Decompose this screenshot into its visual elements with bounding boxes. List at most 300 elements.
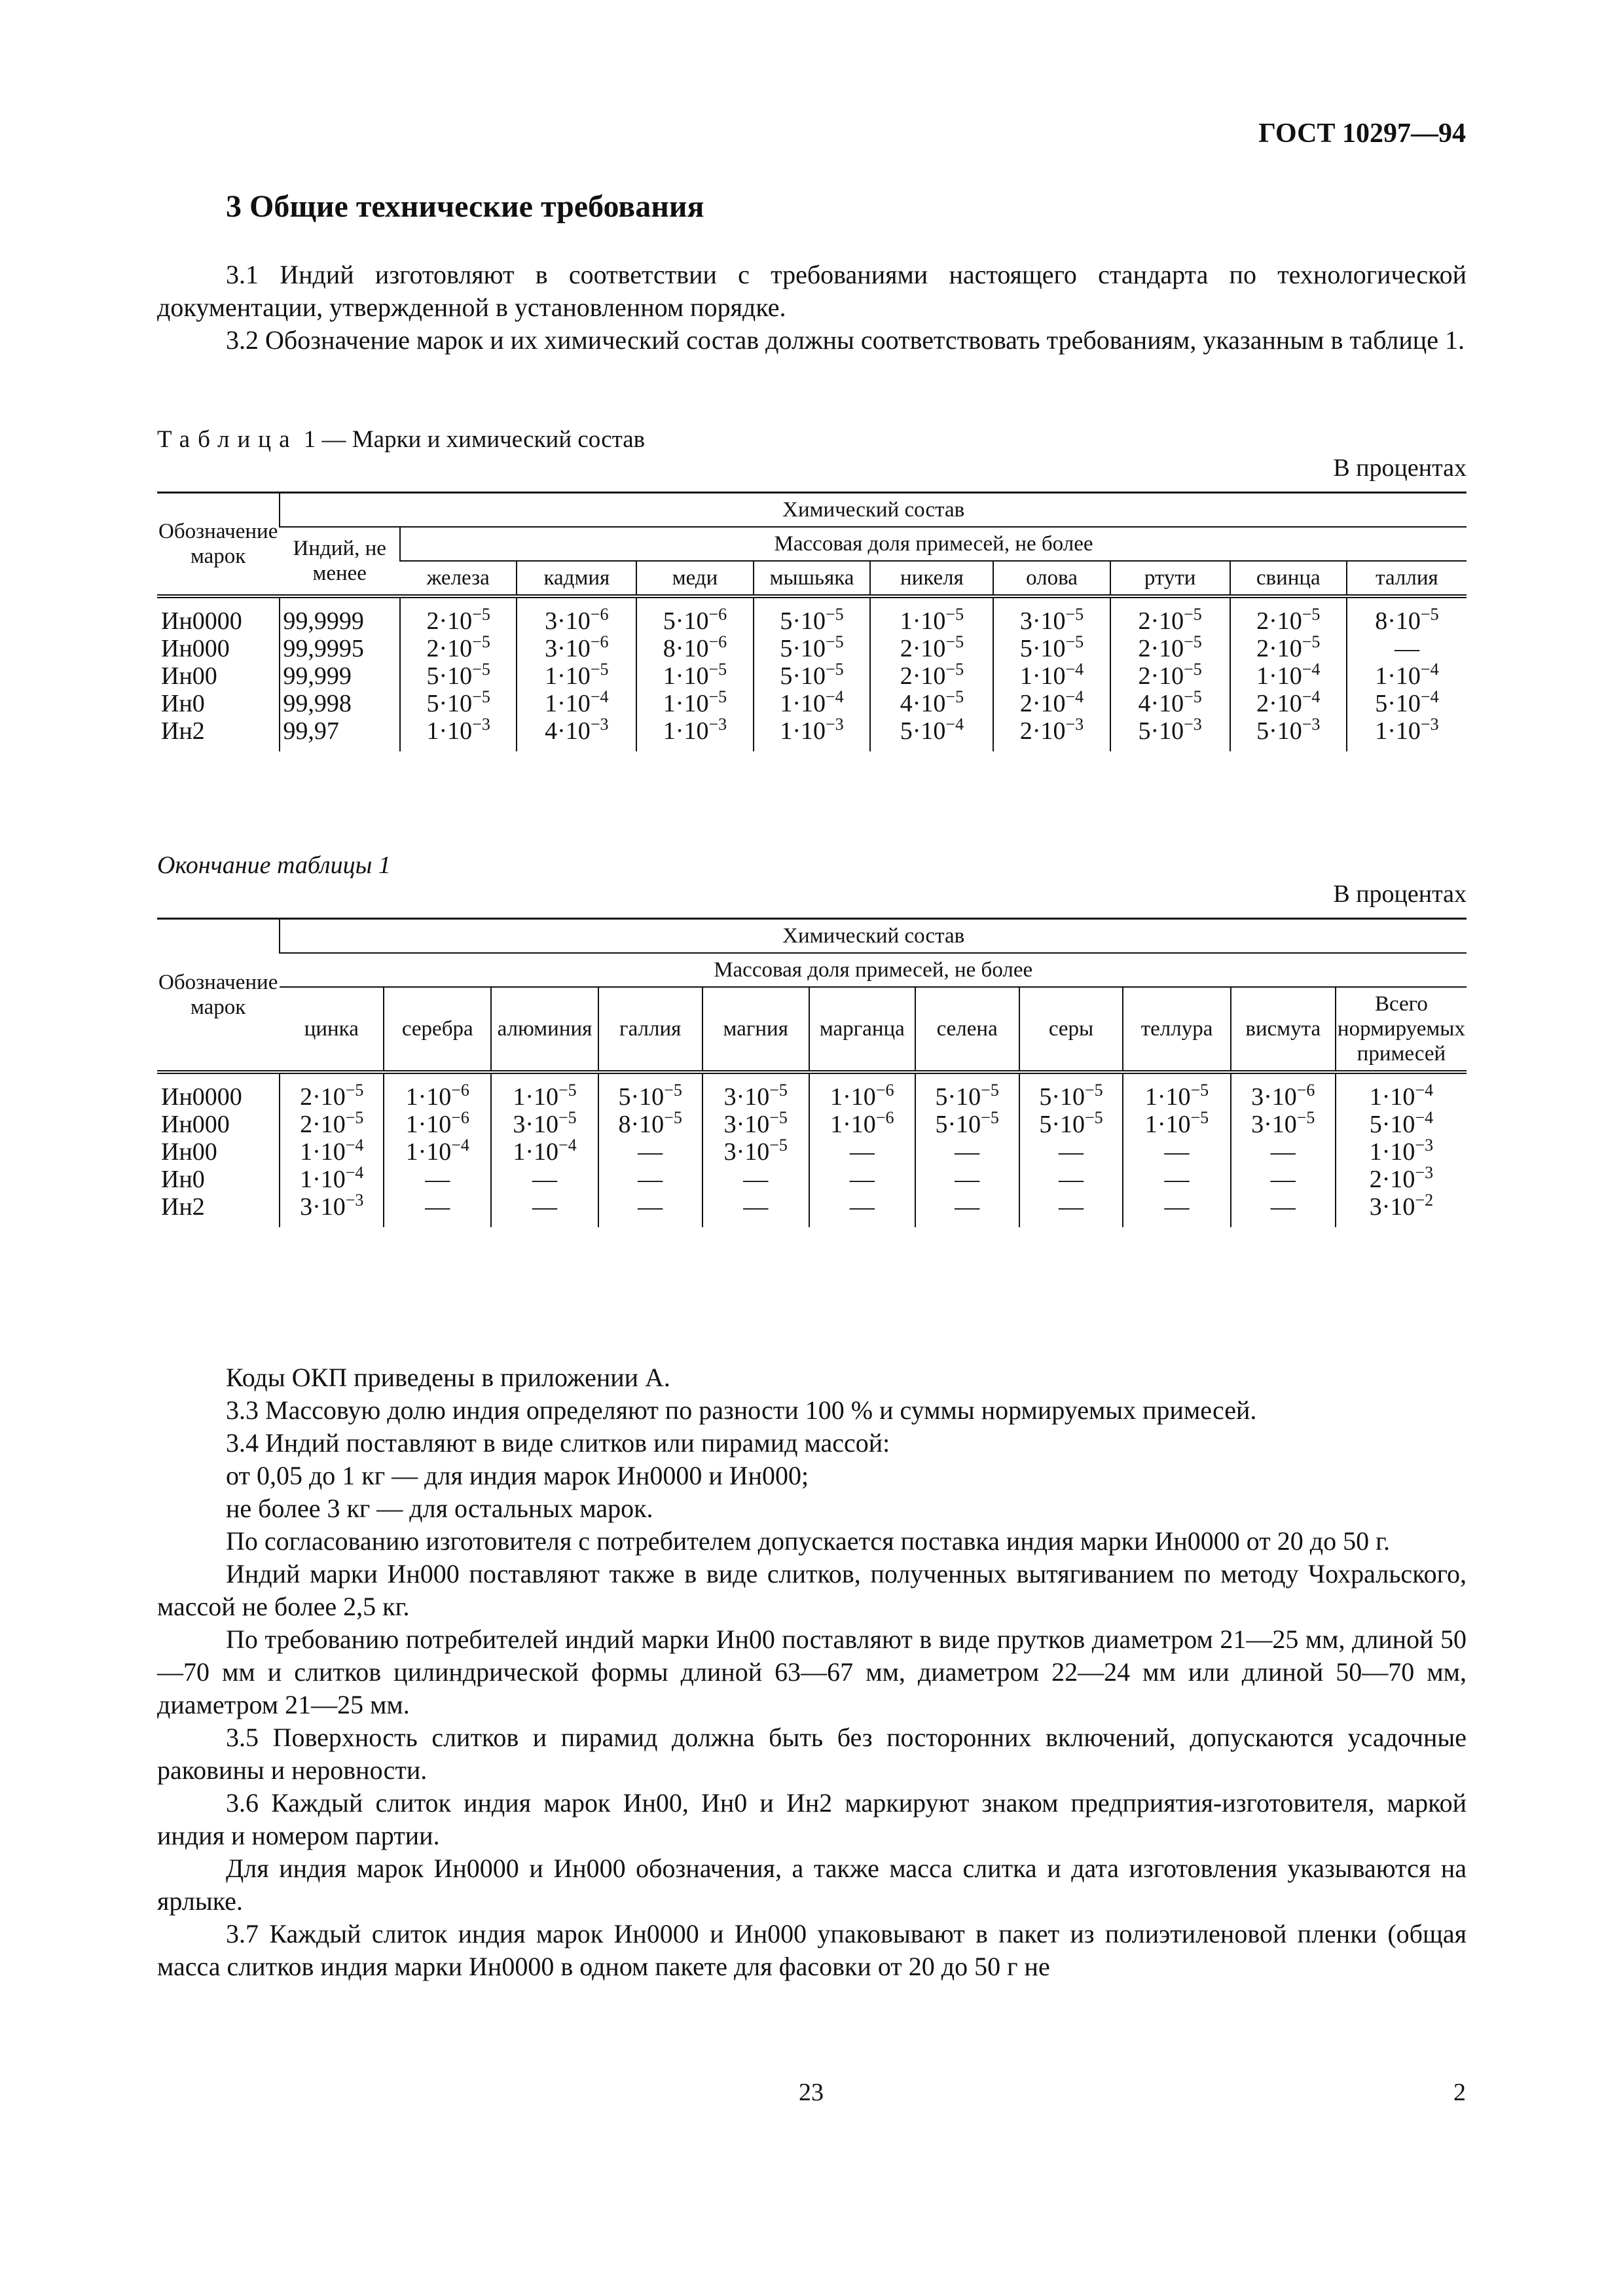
body-text [157,1361,1467,1983]
value-cell [280,1072,384,1111]
value-cell [915,1108,1019,1138]
value-exponent: −5 [769,1081,788,1100]
value-exponent: −4 [1065,660,1084,679]
value-cell [809,1072,915,1111]
column-header: свинца [1230,561,1347,596]
value-exponent: −3 [1302,715,1321,734]
value-cell [870,687,993,717]
indium-cell: 99,998 [280,690,400,717]
value-cell [993,717,1110,751]
value-cell [1336,1138,1467,1166]
value-cell [915,1072,1019,1111]
value-exponent: −2 [1415,1191,1434,1210]
value-base: 1·10 [663,717,709,745]
value-base: — [1270,1166,1296,1193]
column-header: висмута [1231,987,1336,1072]
value-exponent: −5 [1302,605,1321,624]
value-base: — [849,1193,875,1221]
value-exponent: −4 [1415,1081,1434,1100]
value-cell [1110,662,1230,690]
value-exponent: −3 [1415,1136,1434,1155]
paragraph: Индий марки Ин000 поставляют также в виде слитков, полученных вытягиванием по методу Чохральского, массой не более 2,5 кг. [157,1559,1467,1621]
value-base: 1·10 [405,1111,452,1138]
table-row [157,1111,1467,1138]
value-cell [993,687,1110,717]
impurities-header: Массовая доля примесей, не более [400,527,1467,561]
column-header: олова [993,561,1110,596]
paragraph: 3.6 Каждый слиток индия марок Ин00, Ин0 и Ин2 маркируют знаком предприятия-изготовителя, маркой индия и номером партии. [157,1788,1467,1850]
indium-header: Индий, не менее [280,527,400,596]
value-base: 3·10 [545,635,591,662]
value-base: — [1270,1138,1296,1166]
value-base: — [743,1193,769,1221]
value-exponent: −5 [345,1108,364,1127]
column-header: цинка [280,987,384,1072]
table-1-unit: В процентах [1333,454,1467,482]
mark-cell: Ин000 [161,1111,230,1138]
value-cell [1019,1108,1123,1138]
column-header: Всего нормируемых примесей [1336,987,1467,1072]
value-exponent: −5 [1085,1081,1103,1100]
value-base: 1·10 [1019,662,1066,690]
value-exponent: −5 [1184,687,1202,706]
table-1-end-caption: Окончание таблицы 1 [157,852,391,879]
value-base: — [425,1166,450,1193]
value-cell [870,596,993,635]
value-cell [993,662,1110,690]
value-cell [1123,1072,1230,1111]
value-cell [491,1138,598,1166]
mark-cell: Ин00 [161,662,217,690]
value-base: 1·10 [663,690,709,717]
value-exponent: −5 [345,1081,364,1100]
value-base: 3·10 [723,1083,770,1111]
value-cell [754,717,871,751]
value-base: 1·10 [1375,662,1421,690]
value-cell [598,1072,702,1111]
value-cell [870,717,993,751]
value-cell [598,1166,702,1193]
value-base: 5·10 [618,1083,665,1111]
value-cell [1231,1138,1336,1166]
right-page-number: 2 [1453,2079,1466,2106]
value-base: 5·10 [1019,635,1066,662]
value-cell [754,662,871,690]
value-cell [1230,596,1347,635]
value-base: 2·10 [300,1111,346,1138]
value-base: 5·10 [935,1083,981,1111]
mark-cell: Ин000 [161,635,230,662]
value-cell [1347,662,1467,690]
value-exponent: −6 [590,605,609,624]
value-cell [702,1072,809,1111]
value-base: — [1059,1138,1084,1166]
value-base: 2·10 [1019,717,1066,745]
value-cell [636,687,753,717]
value-cell [1231,1072,1336,1111]
value-cell [702,1193,809,1227]
table-row [157,1072,1467,1111]
column-header: серебра [384,987,491,1072]
value-cell [870,662,993,690]
value-exponent: −4 [825,687,844,706]
value-exponent: −5 [945,660,964,679]
table-1-end [157,918,1467,1227]
value-base: — [849,1138,875,1166]
value-exponent: −5 [1302,632,1321,651]
value-exponent: −4 [945,715,964,734]
value-cell [1123,1138,1230,1166]
value-cell [1019,1138,1123,1166]
value-exponent: −5 [769,1136,788,1155]
value-cell [598,1138,702,1166]
value-cell [702,1166,809,1193]
value-cell [870,632,993,662]
value-base: 8·10 [618,1111,665,1138]
column-header: таллия [1347,561,1467,596]
value-base: 3·10 [723,1138,770,1166]
value-exponent: −4 [590,687,609,706]
value-cell [1231,1166,1336,1193]
mark-cell: Ин0000 [161,1083,242,1111]
value-base: 2·10 [426,635,473,662]
value-exponent: −5 [1085,1108,1103,1127]
value-cell [400,632,517,662]
value-base: 1·10 [900,607,946,635]
value-exponent: −3 [825,715,844,734]
value-base: 4·10 [900,690,946,717]
value-cell [1347,596,1467,635]
table-caption-word: Таблица [157,426,298,453]
value-exponent: −5 [1065,605,1084,624]
paragraph: 3.4 Индий поставляют в виде слитков или пирамид массой: [226,1428,890,1458]
center-page-number: 23 [799,2079,824,2106]
table-row [157,596,1467,635]
value-cell [517,717,636,751]
value-cell [1347,635,1467,662]
value-exponent: −5 [981,1108,999,1127]
value-cell [384,1072,491,1111]
value-base: 2·10 [426,607,473,635]
value-base: 5·10 [1256,717,1302,745]
value-base: — [638,1138,663,1166]
value-cell [993,632,1110,662]
value-cell [915,1166,1019,1193]
value-exponent: −4 [345,1136,364,1155]
value-exponent: −4 [1420,660,1439,679]
value-cell [702,1108,809,1138]
value-base: 3·10 [300,1193,346,1221]
value-base: 2·10 [900,662,946,690]
value-exponent: −5 [472,660,490,679]
value-base: 2·10 [1019,690,1066,717]
value-exponent: −5 [472,687,490,706]
indium-cell: 99,9999 [280,596,400,635]
value-cell [598,1193,702,1227]
value-base: — [1164,1193,1190,1221]
value-exponent: −4 [1302,660,1321,679]
value-exponent: −4 [1415,1108,1434,1127]
value-cell [491,1166,598,1193]
table-row [157,662,1467,690]
value-cell [636,632,753,662]
column-header: железа [400,561,517,596]
value-cell [809,1193,915,1227]
value-base: 3·10 [1019,607,1066,635]
value-base: 1·10 [1144,1083,1191,1111]
table-row [157,717,1467,751]
value-cell [1230,662,1347,690]
value-cell [1336,1193,1467,1227]
value-base: — [1059,1166,1084,1193]
value-cell [754,632,871,662]
column-header: теллура [1123,987,1230,1072]
value-cell [384,1193,491,1227]
value-base: 1·10 [300,1138,346,1166]
value-exponent: −6 [708,632,727,651]
value-base: 5·10 [780,662,826,690]
paragraph-3-2: 3.2 Обозначение марок и их химический состав должны соответствовать требованиям, указанным в таблице 1. [226,325,1465,355]
value-exponent: −6 [451,1108,469,1127]
column-header: алюминия [491,987,598,1072]
value-base: 1·10 [1369,1138,1415,1166]
value-base: 2·10 [1256,607,1302,635]
mark-cell: Ин0 [161,1166,205,1193]
value-exponent: −5 [590,660,609,679]
value-base: — [532,1166,558,1193]
value-exponent: −3 [1184,715,1202,734]
value-cell [384,1108,491,1138]
column-header: ртути [1110,561,1230,596]
value-exponent: −5 [1420,605,1439,624]
value-exponent: −5 [1184,660,1202,679]
column-header: меди [636,561,753,596]
value-exponent: −5 [558,1108,577,1127]
value-cell [1230,632,1347,662]
mark-cell: Ин0000 [161,607,242,635]
value-cell [1110,717,1230,751]
value-exponent: −5 [1190,1081,1209,1100]
value-cell [809,1138,915,1166]
value-exponent: −4 [451,1136,469,1155]
value-cell [1231,1193,1336,1227]
value-base: — [743,1166,769,1193]
value-exponent: −6 [590,632,609,651]
value-base: 1·10 [1369,1083,1415,1111]
col-mark-header: Обозначение марок [157,919,280,1073]
value-cell [1230,717,1347,751]
value-cell [280,1108,384,1138]
value-base: 1·10 [405,1138,452,1166]
paragraph: Для индия марок Ин0000 и Ин000 обозначения, а также масса слитка и дата изготовления указываются на ярлыке. [157,1854,1467,1916]
table-caption-title: 1 — Марки и химический состав [303,426,646,453]
value-exponent: −6 [875,1081,894,1100]
value-exponent: −5 [981,1081,999,1100]
value-cell [754,687,871,717]
value-base: 5·10 [935,1111,981,1138]
value-cell [1230,687,1347,717]
paragraph: 3.3 Массовую долю индия определяют по разности 100 % и суммы нормируемых примесей. [226,1395,1257,1425]
value-base: — [955,1193,980,1221]
value-exponent: −5 [664,1081,682,1100]
value-cell [598,1108,702,1138]
value-cell [517,687,636,717]
mark-cell: Ин00 [161,1138,217,1166]
value-base: 2·10 [1138,662,1184,690]
value-exponent: −6 [451,1081,469,1100]
value-base: 2·10 [1138,635,1184,662]
column-header: мышьяка [754,561,871,596]
paragraph: от 0,05 до 1 кг — для индия марок Ин0000 и Ин000; [226,1461,809,1490]
value-base: — [425,1193,450,1221]
table-row [157,1166,1467,1193]
column-header: кадмия [517,561,636,596]
value-cell [517,662,636,690]
value-cell [517,632,636,662]
indium-cell: 99,9995 [280,635,400,662]
value-base: — [1164,1166,1190,1193]
value-exponent: −3 [472,715,490,734]
value-exponent: −5 [708,687,727,706]
value-cell [491,1108,598,1138]
value-base: — [638,1166,663,1193]
value-base: 5·10 [1375,690,1421,717]
value-exponent: −4 [1302,687,1321,706]
column-header: марганца [809,987,915,1072]
value-exponent: −3 [1065,715,1084,734]
value-base: — [1394,635,1419,662]
value-base: 3·10 [1251,1083,1297,1111]
value-exponent: −6 [1296,1081,1315,1100]
value-base: 1·10 [780,717,826,745]
value-exponent: −5 [558,1081,577,1100]
value-cell [809,1108,915,1138]
value-base: 5·10 [426,690,473,717]
table-row [157,635,1467,662]
value-exponent: −5 [825,660,844,679]
value-exponent: −4 [1420,687,1439,706]
value-cell [993,596,1110,635]
value-exponent: −6 [875,1108,894,1127]
column-header: селена [915,987,1019,1072]
value-exponent: −5 [472,605,490,624]
value-base: 5·10 [780,635,826,662]
value-exponent: −5 [769,1108,788,1127]
value-cell [702,1138,809,1166]
value-cell [915,1193,1019,1227]
value-base: 1·10 [830,1111,876,1138]
value-base: 5·10 [426,662,473,690]
chem-header: Химический состав [280,493,1467,528]
value-cell [1019,1166,1123,1193]
value-base: 5·10 [663,607,709,635]
value-cell [809,1166,915,1193]
value-base: 2·10 [300,1083,346,1111]
value-exponent: −4 [1065,687,1084,706]
value-base: 1·10 [1375,717,1421,745]
value-base: 3·10 [1369,1193,1415,1221]
value-exponent: −5 [825,632,844,651]
value-cell [1123,1166,1230,1193]
paragraph: По требованию потребителей индий марки Ин00 поставляют в виде прутков диаметром 21—25 мм, длиной 50—70 мм и слитков цилиндрической формы длиной 63—67 мм, диаметром 22—24 мм или длиной 50—70 мм, диаметром 21—25 мм. [157,1624,1467,1719]
value-cell [1110,687,1230,717]
value-base: — [849,1166,875,1193]
table-row [157,690,1467,717]
paragraph: не более 3 кг — для остальных марок. [226,1494,653,1523]
value-base: 1·10 [780,690,826,717]
value-base: 3·10 [513,1111,558,1138]
value-base: 2·10 [1138,607,1184,635]
value-base: 5·10 [1138,717,1184,745]
value-cell [1336,1163,1467,1193]
value-cell [400,687,517,717]
value-base: 5·10 [780,607,826,635]
value-cell [384,1138,491,1166]
value-base: 1·10 [513,1083,558,1111]
value-base: 2·10 [1256,635,1302,662]
table-1-end-unit: В процентах [1333,880,1467,908]
mark-cell: Ин2 [161,1193,205,1221]
value-cell [517,596,636,635]
value-base: — [532,1193,558,1221]
value-base: 1·10 [426,717,473,745]
value-cell [1019,1072,1123,1111]
value-exponent: −5 [1296,1108,1315,1127]
value-exponent: −3 [590,715,609,734]
value-exponent: −5 [1184,632,1202,651]
value-base: 5·10 [900,717,946,745]
value-cell [1336,1072,1467,1111]
value-exponent: −5 [708,660,727,679]
section-title: 3 Общие технические требования [226,189,704,224]
value-exponent: −6 [708,605,727,624]
value-base: 5·10 [1369,1111,1415,1138]
value-exponent: −4 [345,1163,364,1182]
impurities-header: Массовая доля примесей, не более [280,953,1467,987]
value-base: 1·10 [663,662,709,690]
paragraph: 3.7 Каждый слиток индия марок Ин0000 и Ин000 упаковывают в пакет из полиэтиленовой пленки (общая масса слитков индия марки Ин0000 в одном пакете для фасовки от 20 до 50 г не [157,1919,1467,1981]
value-cell [636,662,753,690]
indium-cell: 99,97 [280,717,400,751]
value-exponent: −3 [1420,715,1439,734]
value-exponent: −4 [558,1136,577,1155]
value-base: 5·10 [1039,1083,1085,1111]
value-base: — [1059,1193,1084,1221]
value-cell [280,1163,384,1193]
value-exponent: −5 [1184,605,1202,624]
table-1-caption [157,425,1467,454]
mark-cell: Ин2 [161,717,205,745]
column-header: галлия [598,987,702,1072]
paragraph: Коды ОКП приведены в приложении А. [226,1363,670,1392]
table-1-block [157,425,1467,751]
value-base: 2·10 [1369,1166,1415,1193]
value-cell [1110,596,1230,635]
value-cell [491,1193,598,1227]
document-code: ГОСТ 10297—94 [1258,118,1466,149]
value-base: 2·10 [900,635,946,662]
table-1 [157,492,1467,751]
value-cell [915,1138,1019,1166]
value-base: 1·10 [405,1083,452,1111]
value-cell [1123,1193,1230,1227]
value-base: 4·10 [1138,690,1184,717]
col-mark-header: Обозначение марок [157,493,280,597]
value-base: 1·10 [545,690,591,717]
value-cell [384,1166,491,1193]
value-cell [636,596,753,635]
value-cell [491,1072,598,1111]
